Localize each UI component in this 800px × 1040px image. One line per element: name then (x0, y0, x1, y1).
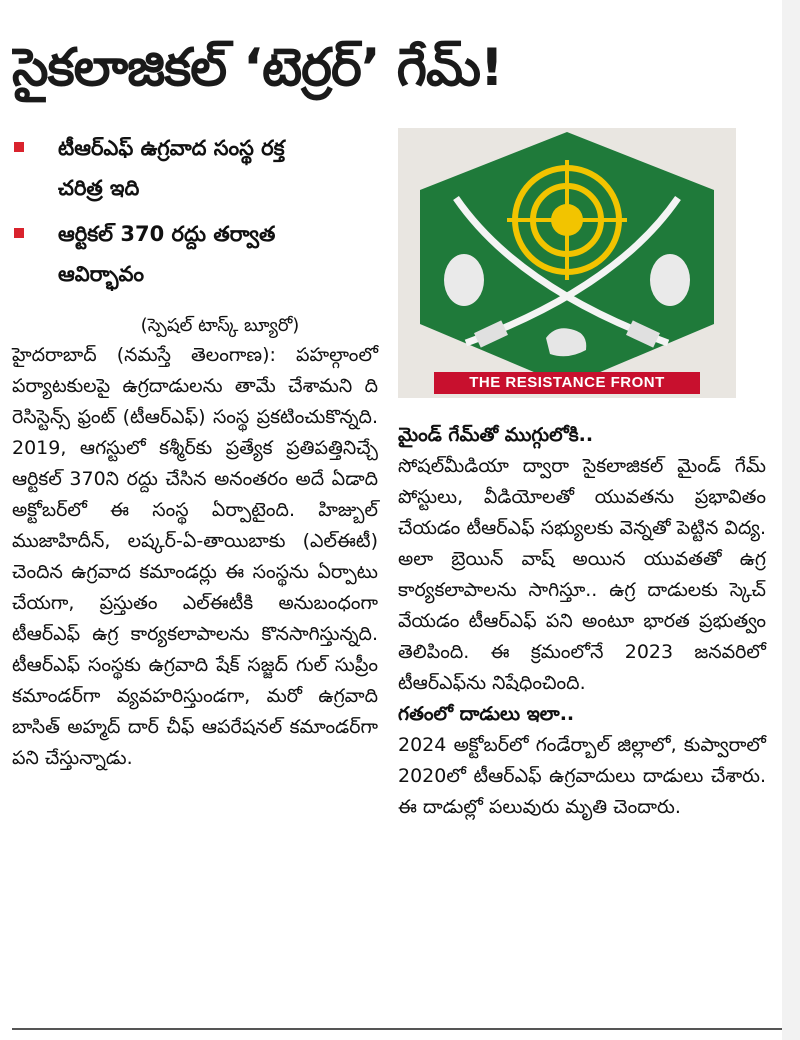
red-square-bullet-icon (14, 228, 24, 238)
logo-caption: THE RESISTANCE FRONT (434, 372, 700, 394)
trf-logo-image (398, 128, 736, 398)
section-heading: మైండ్ గేమ్‌తో ముగ్గులోకి.. (398, 424, 594, 446)
article-right-column (398, 420, 766, 823)
article-paragraph: హైదరాబాద్ (నమస్తే తెలంగాణ): పహల్గాంలో పర్యాటకులపై ఉగ్రదాడులను తామే చేశామని ది రెసిస్టెన్స్ ఫ్రంట్ (టీఆర్ఎఫ్) సంస్థ ప్రకటించుకొన్నది. 2019, ఆగస్టులో కశ్మీర్‌కు ప్రత్యేక ప్రతిపత్తినిచ్చే ఆర్టికల్ 370ని రద్దు చేసిన అనంతరం అదే ఏడాది అక్టోబర్‌లో ఈ సంస్థ ఏర్పాటైంది. హిజ్బుల్ ముజాహిదీన్, లష్కర్-ఏ-తాయిబాకు (ఎల్‌ఈటీ) చెందిన ఉగ్రవాద కమాండర్లు ఈ సంస్థను ఏర్పాటు చేయగా, ప్రస్తుతం ఎల్‌ఈటీకి అనుబంధంగా టీఆర్ఎఫ్ ఉగ్ర కార్యకలాపాలను కొనసాగిస్తున్నది. టీఆర్ఎఫ్ సంస్థకు ఉగ్రవాది షేక్ సజ్జద్ గుల్ సుప్రీం కమాండర్‌గా వ్యవహరిస్తుండగా, మరో ఉగ్రవాది బాసిత్ అహ్మద్ దార్ చీఫ్ ఆపరేషనల్ కమాండర్‌గా పని చేస్తున్నాడు. (12, 344, 378, 769)
section-paragraph: 2024 అక్టోబర్‌లో గండేర్బాల్ జిల్లాలో, కుప్వారాలో 2020లో టీఆర్ఎఫ్ ఉగ్రవాదులు దాడులు చేశారు. ఈ దాడుల్లో పలువురు మృతి చెందారు. (398, 734, 766, 818)
bullet-item (12, 128, 382, 208)
page-edge (782, 0, 800, 1040)
highlight-bullets (12, 128, 382, 300)
section-paragraph: సోషల్‌మీడియా ద్వారా సైకలాజికల్ మైండ్ గేమ్ పోస్టులు, వీడియోలతో యువతను ప్రభావితం చేయడం టీఆర్ఎఫ్ సభ్యులకు వెన్నతో పెట్టిన విద్య. అలా బ్రెయిన్ వాష్ అయిన యువతతో ఉగ్ర కార్యకలాపాలను సాగిస్తూ.. ఉగ్ర దాడులకు స్కెచ్ వేయడం టీఆర్ఎఫ్ పని అంటూ భారత ప్రభుత్వం తెలిపింది. ఈ క్రమంలోనే 2023 జనవరిలో టీఆర్ఎఫ్‌ను నిషేధించింది. (398, 455, 766, 694)
bullet-text: ఆర్టికల్ 370 రద్దు తర్వాత ఆవిర్భావం (58, 222, 276, 286)
trf-emblem-graphic (398, 128, 736, 398)
divider (12, 1028, 788, 1030)
bullet-text: టీఆర్ఎఫ్ ఉగ్రవాద సంస్థ రక్త చరిత్ర ఇది (58, 136, 285, 200)
section-heading: గతంలో దాడులు ఇలా.. (398, 703, 575, 725)
red-square-bullet-icon (14, 142, 24, 152)
headline: సైకలాజికల్ ‘టెర్రర్’ గేమ్! (12, 38, 503, 98)
article-left-column (12, 340, 378, 774)
byline: (స్పెషల్ టాస్క్ బ్యూరో) (140, 315, 300, 336)
bullet-item (12, 214, 382, 294)
